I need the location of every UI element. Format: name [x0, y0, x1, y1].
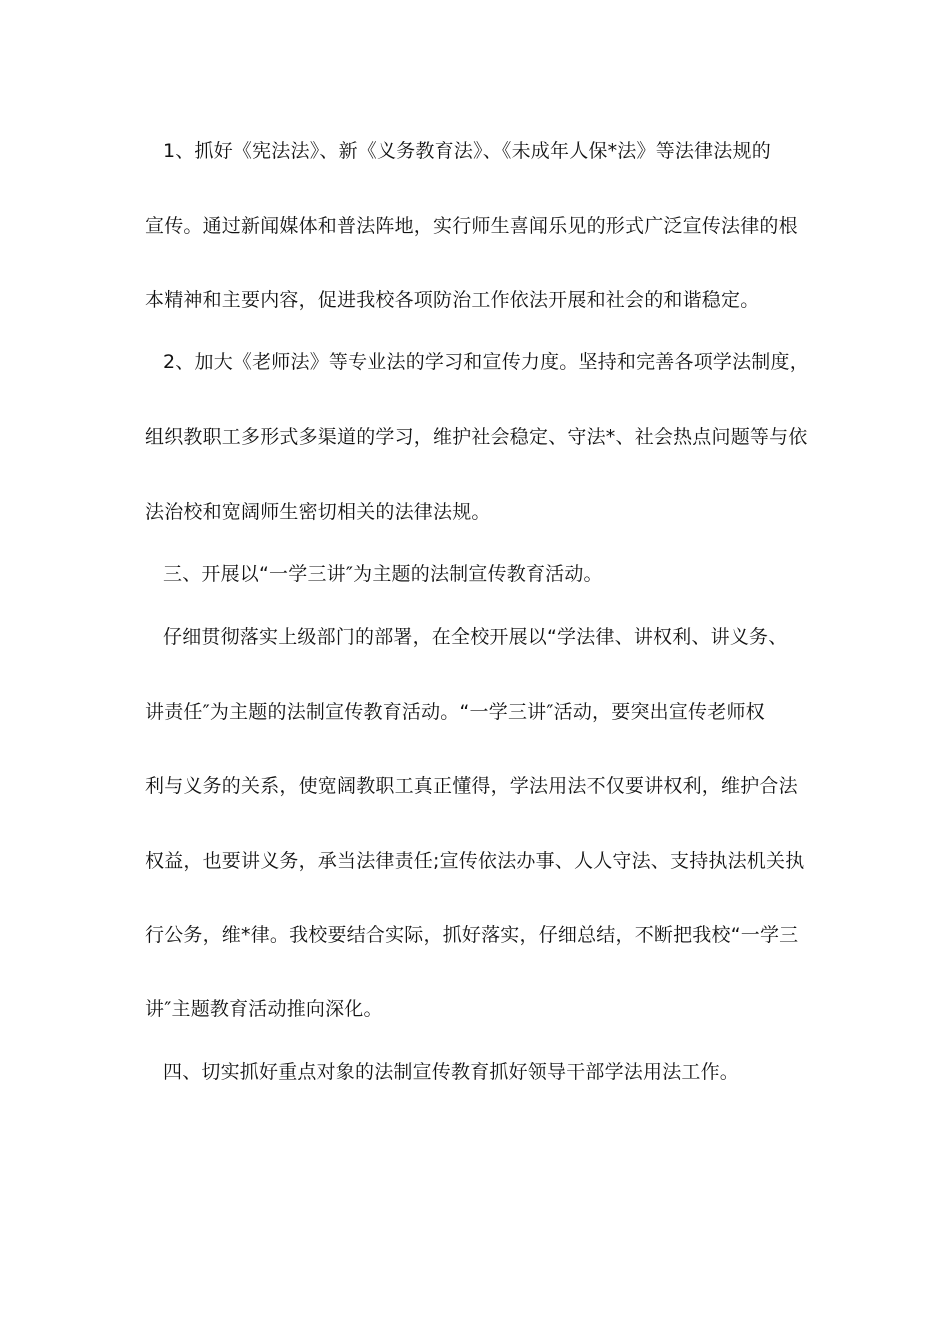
paragraph-3-line-2: 讲责任″为主题的法制宣传教育活动。“一学三讲″活动，要突出宣传老师权	[145, 701, 765, 723]
paragraph-1-line-2: 宣传。通过新闻媒体和普法阵地，实行师生喜闻乐见的形式广泛宣传法律的根	[145, 215, 798, 237]
section-heading-4: 四、切实抓好重点对象的法制宣传教育抓好领导干部学法用法工作。	[163, 1061, 740, 1083]
paragraph-2-line-1: 2、加大《老师法》等专业法的学习和宣传力度。坚持和完善各项学法制度，	[163, 351, 809, 373]
paragraph-1-line-1: 1、抓好《宪法法》、新《义务教育法》、《未成年人保*法》等法律法规的	[163, 140, 771, 162]
paragraph-3-line-4: 权益，也要讲义务，承当法律责任;宣传依法办事、人人守法、支持执法机关执	[145, 850, 805, 872]
paragraph-3-line-5: 行公务，维*律。我校要结合实际，抓好落实，仔细总结，不断把我校“一学三	[145, 924, 799, 946]
paragraph-3-line-6: 讲″主题教育活动推向深化。	[145, 998, 383, 1020]
paragraph-3-line-3: 利与义务的关系，使宽阔教职工真正懂得，学法用法不仅要讲权利，维护合法	[145, 775, 798, 797]
paragraph-1-line-3: 本精神和主要内容，促进我校各项防治工作依法开展和社会的和谐稳定。	[145, 289, 760, 311]
paragraph-2-line-3: 法治校和宽阔师生密切相关的法律法规。	[145, 501, 491, 523]
paragraph-2-line-2: 组织教职工多形式多渠道的学习，维护社会稳定、守法*、社会热点问题等与依	[145, 426, 808, 448]
section-heading-3: 三、开展以“一学三讲″为主题的法制宣传教育活动。	[163, 563, 603, 585]
paragraph-3-line-1: 仔细贯彻落实上级部门的部署，在全校开展以“学法律、讲权利、讲义务、	[163, 626, 788, 648]
